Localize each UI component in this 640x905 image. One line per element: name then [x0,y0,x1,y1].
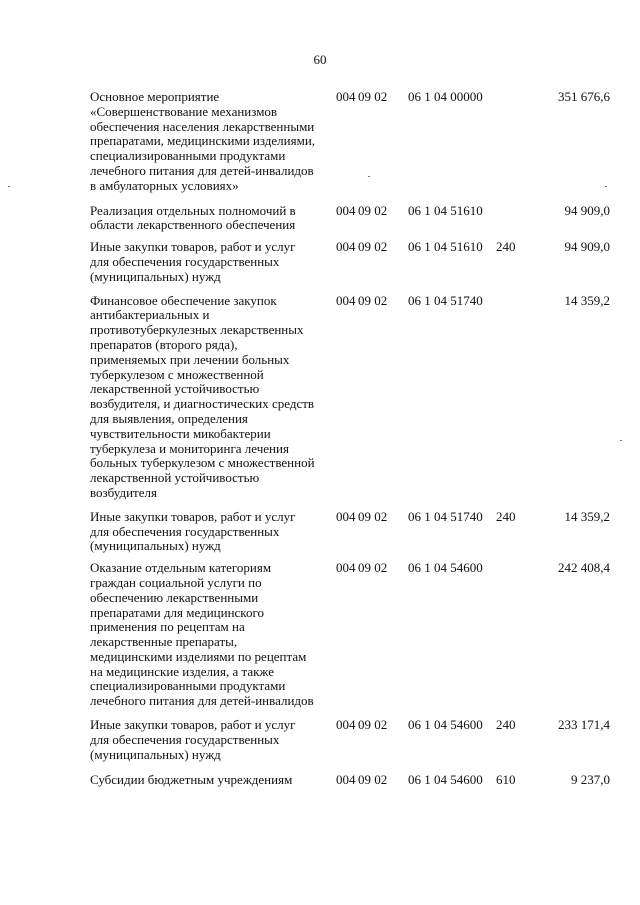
row-description: Иные закупки товаров, работ и услуг для обеспечения государственных (муниципальных) нужд [90,239,296,284]
expense-type-code: 240 [496,508,516,524]
row-description: Иные закупки товаров, работ и услуг для обеспечения государственных (муниципальных) нужд [90,717,296,762]
amount: 94 909,0 [564,239,610,255]
expense-type-code [496,561,528,709]
ministry-code: 004 [336,239,356,255]
target-article-code: 06 1 04 51610 [408,239,483,255]
expense-type-code: 240 [496,717,516,733]
row-description: Оказание отдельным категориям граждан социальной услуги по обеспечению лекарственными препаратами для медицинского применения по рецептам на лекарственные препараты, медицинскими изделиями по рецептам на медицинские изделия, а также специализированными продуктами лечебного питания для детей-инвалидов [90,560,314,709]
target-article-code: 06 1 04 54600 [408,772,483,788]
table-row [90,510,610,554]
expense-type-code: 240 [496,239,516,255]
section-code: 09 02 [358,292,388,308]
table-row [90,90,610,194]
expense-type-code: 610 [496,772,516,788]
scan-speck [605,186,607,187]
expense-type-code [496,90,528,194]
row-description: Субсидии бюджетным учреждениям [90,772,293,788]
target-article-code: 06 1 04 51610 [408,202,483,218]
amount: 14 359,2 [564,508,610,524]
ministry-code: 004 [336,508,356,524]
amount: 9 237,0 [571,772,610,788]
table-row [90,240,610,284]
table-row [90,204,610,234]
ministry-code: 004 [336,560,356,576]
expense-type-code [496,294,528,501]
target-article-code: 06 1 04 51740 [408,508,483,524]
amount: 351 676,6 [558,89,610,104]
amount: 233 171,4 [558,717,610,733]
target-article-code: 06 1 04 54600 [408,717,483,733]
ministry-code: 004 [336,202,356,218]
table-row [90,718,610,762]
row-description: Финансовое обеспечение закупок антибактериальных и противотуберкулезных лекарственных препаратов (второго ряда), применяемых при лечении больных туберкулезом с множественной лекарственной устойчивостью возбудителя, и диагностических средств для выявления, определения чувствительности микобактерии туберкулеза и мониторинга лечения больных туберкулезом с множественной лекарственной устойчивостью возбудителя [90,292,315,500]
table-row [90,773,610,788]
scan-speck [620,440,622,441]
ministry-code: 004 [336,89,356,104]
row-description: Иные закупки товаров, работ и услуг для обеспечения государственных (муниципальных) нужд [90,508,296,554]
amount: 94 909,0 [564,202,610,218]
scan-speck [8,186,10,187]
amount: 242 408,4 [558,560,610,576]
ministry-code: 004 [336,717,356,733]
expense-type-code [496,204,528,234]
row-description: Основное мероприятие «Совершенствование механизмов обеспечения населения лекарственными препаратами, медицинскими изделиями, специализированными продуктами лечебного питания для детей-инвалидов в амбулаторных условиях» [90,89,316,193]
row-description: Реализация отдельных полномочий в области лекарственного обеспечения [90,202,296,233]
scan-speck [368,176,370,177]
section-code: 09 02 [358,772,388,788]
section-code: 09 02 [358,560,388,576]
target-article-code: 06 1 04 54600 [408,560,483,576]
table-row [90,294,610,501]
ministry-code: 004 [336,292,356,308]
ministry-code: 004 [336,772,356,788]
section-code: 09 02 [358,717,388,733]
page-number: 60 [313,52,327,67]
section-code: 09 02 [358,202,388,218]
section-code: 09 02 [358,89,388,104]
section-code: 09 02 [358,508,388,524]
budget-table [90,90,610,788]
target-article-code: 06 1 04 00000 [408,89,483,104]
table-row [90,561,610,709]
amount: 14 359,2 [564,292,610,308]
target-article-code: 06 1 04 51740 [408,292,483,308]
section-code: 09 02 [358,239,388,255]
